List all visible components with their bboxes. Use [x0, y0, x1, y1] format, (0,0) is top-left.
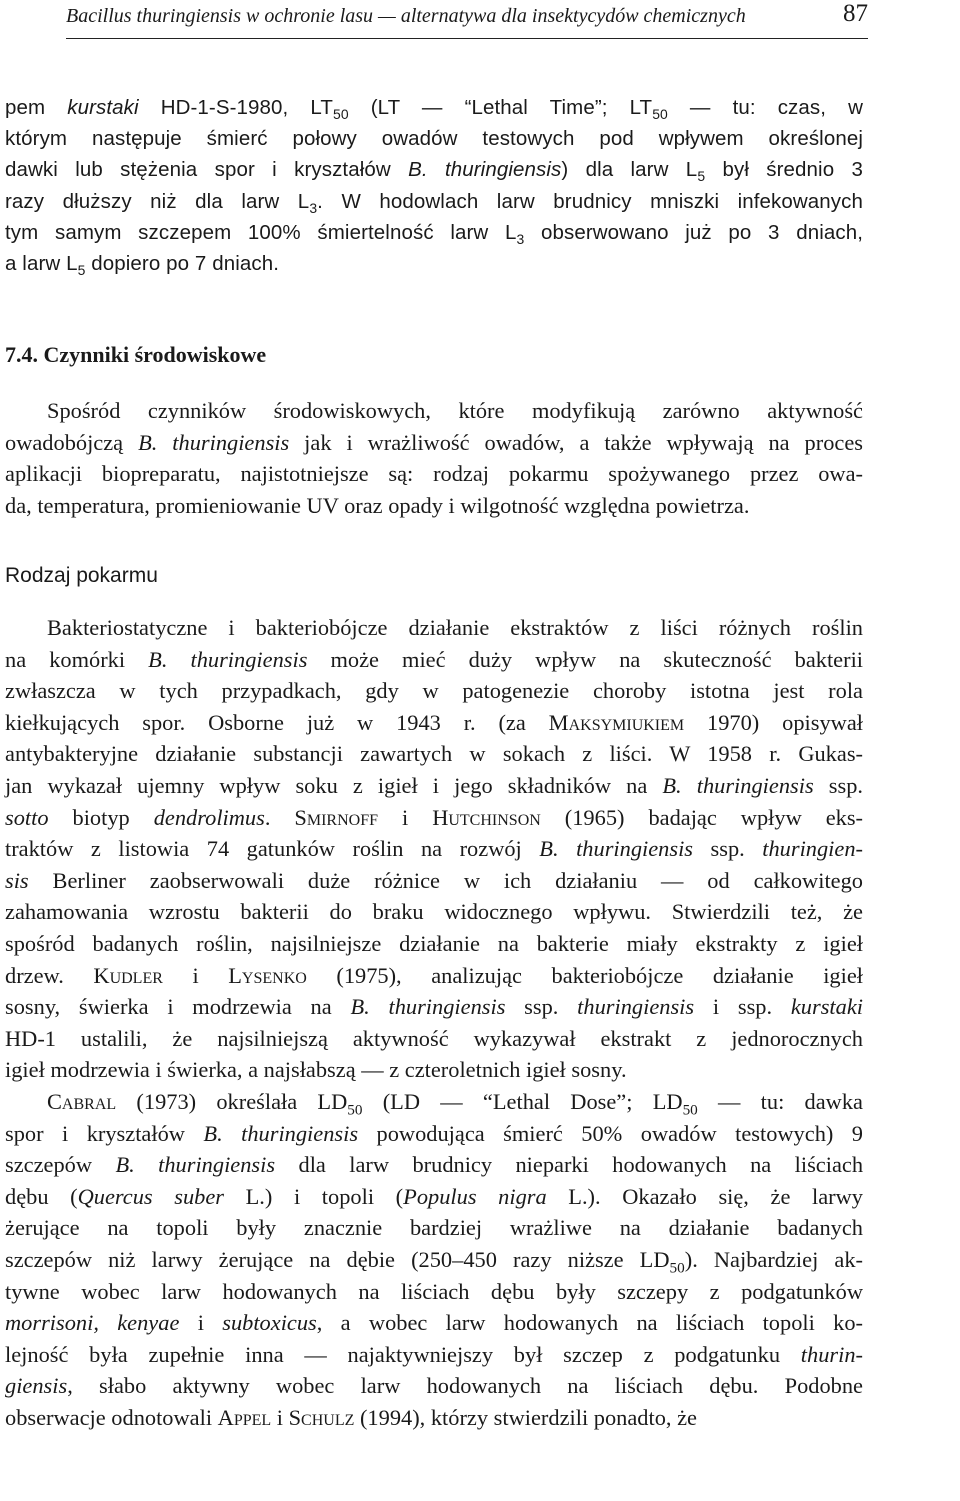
- para4-line: obserwacje odnotowali Appel i Schulz (1994), którzy stwierdzili ponadto, że: [5, 1404, 697, 1430]
- para2-line: Spośród czynników środowiskowych, które modyfikują zarówno aktywność: [47, 398, 863, 423]
- para2-line: aplikacji biopreparatu, najistotniejsze są: rodzaj pokarmu spożywanego przez owa-: [5, 461, 863, 487]
- para3-line: kiełkujących spor. Osborne już w 1943 r. (za Maksymiukiem 1970) opisywał: [5, 709, 863, 735]
- para3-line: Bakteriostatyczne i bakteriobójcze działanie ekstraktów z liści różnych roślin: [47, 615, 863, 640]
- para1-line: tym samym szczepem 100% śmiertelność larw $L_3$ obserwowano już po 3 dniach,: [5, 220, 864, 247]
- paragraph-2: [5, 395, 863, 521]
- para2-line: owadobójczą B. thuringiensis jak i wrażliwość owadów, a także wpływają na proces: [5, 429, 863, 455]
- para1-line: razy dłuższy niż dla larw $L_3$. W hodowlach larw brudnicy mniszki infekowanych: [5, 189, 864, 216]
- page-number: 87: [843, 0, 868, 27]
- para1-line: dawki lub stężenia spor i kryształów B. thuringiensis) dla larw $L_5$ był średnio 3: [5, 158, 863, 185]
- para3-line: sotto biotyp dendrolimus. Smirnoff i Hutchinson (1965) badając wpływ eks-: [5, 804, 864, 830]
- paragraph-4: [5, 1086, 863, 1434]
- para4-lines: [5, 1086, 863, 1434]
- para1-lines: [5, 92, 863, 279]
- paragraph-1: [5, 92, 863, 279]
- header-rule: [66, 38, 868, 39]
- para3-line: na komórki B. thuringiensis może mieć duży wpływ na skuteczność bakterii: [5, 646, 864, 672]
- para3-line: sosny, świerka i modrzewia na B. thuringiensis ssp. thuringiensis i ssp. kurstaki: [5, 994, 863, 1020]
- para4-line: spor i kryształów B. thuringiensis powodująca śmierć 50% owadów testowych) 9: [5, 1120, 863, 1146]
- para4-line: Cabral (1973) określała $LD_{50}$ (LD — “Lethal Dose”; $LD_{50}$ — tu: dawka: [47, 1089, 863, 1119]
- para4-line: giensis, słabo aktywny wobec larw hodowanych na liściach dębu. Podobne: [5, 1373, 863, 1399]
- subheading-rodzaj-pokarmu: Rodzaj pokarmu: [5, 564, 158, 587]
- running-header: [66, 2, 868, 34]
- para3-line: drzew. Kudler i Lysenko (1975), analizując bakteriobójcze działanie igieł: [5, 962, 863, 988]
- para3-line: zahamowania wzrostu bakterii do braku widocznego wpływu. Stwierdzili też, że: [5, 899, 863, 925]
- para4-line: tywne wobec larw hodowanych na liściach dębu były szczepy z podgatunków: [5, 1278, 863, 1304]
- paragraph-3: [5, 612, 863, 1086]
- para1-line: a larw $L_5$ dopiero po 7 dniach.: [5, 251, 280, 279]
- para3-line: spośród badanych roślin, najsilniejsze działanie na bakterie miały ekstrakty z igieł: [5, 930, 863, 956]
- para1-line: pem kurstaki HD-1-S-1980, $LT_{50}$ (LT — “Lethal Time”; $LT_{50}$ — tu: czas, w: [5, 96, 863, 123]
- para4-line: szczepów niż larwy żerujące na dębie (250–450 razy niższe $LD_{50}$). Najbardziej ak-: [5, 1246, 863, 1277]
- para4-line: morrisoni, kenyae i subtoxicus, a wobec larw hodowanych na liściach topoli ko-: [5, 1310, 863, 1336]
- para4-line: dębu (Quercus suber L.) i topoli (Populus nigra L.). Okazało się, że larwy: [5, 1183, 863, 1209]
- para3-line: antybakteryjne działanie substancji zawartych w sokach z liści. W 1958 r. Gukas-: [5, 741, 863, 767]
- para2-lines: [5, 395, 863, 521]
- para3-line: sis Berliner zaobserwowali duże różnice w ich działaniu — od całkowitego: [5, 867, 863, 893]
- para3-line: traktów z listowia 74 gatunków roślin na rozwój B. thuringiensis ssp. thuringien-: [5, 836, 863, 862]
- para4-line: żerujące na topoli były znacznie bardziej wrażliwe na działanie badanych: [5, 1215, 863, 1241]
- section-heading: 7.4. Czynniki środowiskowe: [5, 342, 267, 367]
- para3-line: igieł modrzewia i świerka, a najsłabszą — z czteroletnich igieł sosny.: [5, 1057, 627, 1083]
- para4-line: lejność była zupełnie inna — najaktywniejszy był szczep z podgatunku thurin-: [5, 1341, 863, 1367]
- para3-line: zwłaszcza w tych przypadkach, gdy w patogenezie choroby istotna jest rola: [5, 678, 863, 704]
- para3-line: jan wykazał ujemny wpływ soku z igieł i jego składników na B. thuringiensis ssp.: [5, 772, 864, 798]
- para2-line: da, temperatura, promieniowanie UV oraz opady i wilgotność względna powietrza.: [5, 492, 750, 518]
- para1-line: którym następuje śmierć połowy owadów testowych pod wpływem określonej: [5, 127, 863, 151]
- para3-line: HD-1 ustalili, że najsilniejszą aktywność wykazywał ekstrakt z jednorocznych: [5, 1025, 863, 1051]
- para3-lines: [5, 612, 863, 1086]
- para4-line: szczepów B. thuringiensis dla larw brudnicy nieparki hodowanych na liściach: [5, 1152, 864, 1178]
- running-title: Bacillus thuringiensis w ochronie lasu — alternatywa dla insektycydów chemicznych: [66, 5, 746, 27]
